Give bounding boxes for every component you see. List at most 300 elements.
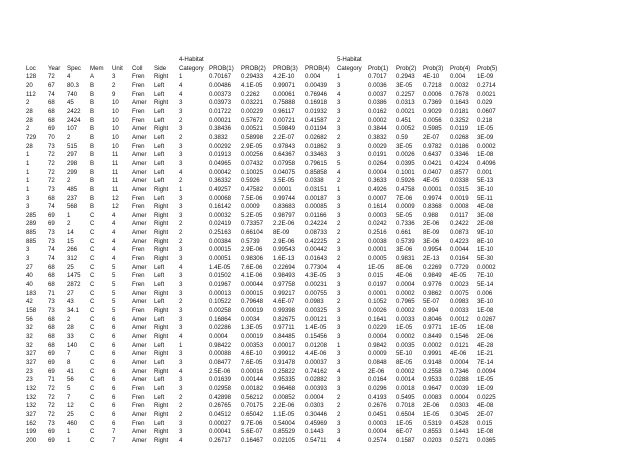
cell-unit: 11 — [112, 177, 119, 185]
cell-prob4-4: 0.00439 — [305, 81, 328, 89]
cell-prob5-1: 0.9842 — [368, 341, 387, 349]
cell-category-5: 4 — [337, 367, 341, 375]
cell-year: 68 — [48, 333, 55, 340]
cell-prob4-3: 2.2E-07 — [273, 133, 295, 141]
cell-prob5-3: 0.2269 — [423, 263, 442, 271]
cell-category-4: 3 — [179, 281, 183, 289]
cell-side: Left — [154, 384, 165, 392]
cell-category-5: 1 — [337, 185, 341, 193]
cell-prob5-2: 5E-05 — [396, 211, 413, 219]
cell-mem: B — [90, 125, 95, 133]
cell-prob5-1: 0.0242 — [368, 220, 387, 228]
cell-prob5-5: 4E-08 — [477, 203, 494, 211]
cell-category-4: 3 — [179, 350, 183, 358]
cell-year: 72 — [48, 159, 55, 167]
cell-prob5-3: 4E-10 — [423, 73, 440, 81]
cell-prob4-3: 4.6E-07 — [273, 298, 295, 306]
cell-category-5: 2 — [337, 410, 341, 418]
cell-prob4-3: 3.5E-05 — [273, 177, 295, 185]
table-row — [26, 402, 504, 411]
cell-year: 69 — [48, 220, 55, 228]
table-row — [26, 376, 504, 385]
cell-mem: B — [90, 177, 95, 185]
table-row — [26, 143, 504, 152]
cell-side: Left — [154, 177, 165, 185]
header-prob5-5: Prob(5) — [477, 64, 498, 72]
table-row — [26, 368, 504, 377]
cell-prob5-1: 0.0004 — [368, 333, 387, 340]
cell-prob4-3: 0.00852 — [273, 393, 296, 401]
cell-prob5-1: 0.0036 — [368, 81, 387, 89]
cell-prob5-4: 0.0044 — [450, 246, 469, 254]
cell-side: Left — [154, 272, 165, 280]
cell-prob5-5: 4E-28 — [477, 341, 494, 349]
header-side: Side — [154, 64, 167, 72]
header-loc: Loc — [26, 64, 36, 72]
cell-prob5-5: 0.0267 — [477, 315, 496, 323]
header-year: Year — [48, 64, 61, 72]
cell-year: 68 — [48, 99, 55, 107]
cell-prob4-4: 0.1443 — [305, 428, 324, 436]
cell-prob5-3: 0.0421 — [423, 159, 442, 167]
table-row — [26, 307, 504, 316]
cell-prob4-4: 0.004 — [305, 73, 321, 81]
cell-side: Right — [154, 125, 169, 133]
cell-mem: B — [90, 81, 95, 89]
table-row — [26, 290, 504, 299]
cell-loc: 20 — [26, 81, 33, 89]
cell-mem: B — [90, 116, 95, 124]
table-row — [26, 203, 504, 212]
cell-category-5: 3 — [337, 384, 341, 392]
cell-side: Left — [154, 142, 165, 150]
cell-coll: Fren — [132, 107, 145, 115]
cell-mem: C — [90, 436, 95, 444]
cell-category-5: 3 — [337, 99, 341, 107]
cell-spec: 45 — [67, 99, 74, 107]
cell-prob4-3: 0.00721 — [273, 116, 296, 124]
cell-year: 72 — [48, 168, 55, 176]
cell-coll: Amer — [132, 159, 147, 167]
header-top-prob5-4 — [450, 56, 477, 65]
cell-prob4-2: 0.65042 — [241, 410, 264, 418]
cell-loc: 23 — [26, 367, 33, 375]
cell-prob4-3: 0.99744 — [273, 194, 296, 202]
cell-category-5: 3 — [337, 125, 341, 133]
cell-spec: 28 — [67, 324, 74, 332]
cell-prob4-2: 7.5E-06 — [241, 194, 263, 202]
cell-unit: 10 — [112, 125, 119, 133]
cell-prob5-5: 1E-09 — [477, 384, 494, 392]
cell-unit: 6 — [112, 402, 116, 410]
cell-unit: 6 — [112, 350, 116, 358]
cell-prob5-2: 0.0004 — [396, 281, 415, 289]
cell-coll: Fren — [132, 203, 145, 211]
cell-spec: 298 — [67, 159, 78, 167]
cell-side: Right — [154, 428, 169, 436]
cell-prob5-4: 0.0338 — [450, 177, 469, 185]
cell-prob4-1: 0.00292 — [209, 142, 232, 150]
cell-prob4-4: 0.00231 — [305, 281, 328, 289]
cell-prob5-4: 0.7678 — [450, 90, 469, 98]
table-row — [26, 281, 504, 290]
cell-prob4-3: 0.96468 — [273, 384, 296, 392]
cell-side: Left — [154, 281, 165, 289]
cell-prob4-2: 4.1E-06 — [241, 272, 263, 280]
table-row — [26, 333, 504, 342]
cell-prob5-2: 1E-05 — [396, 324, 413, 332]
data-sheet — [26, 56, 504, 446]
cell-prob5-5: 3E-09 — [477, 133, 494, 141]
table-row — [26, 117, 504, 126]
cell-prob5-1: 0.3832 — [368, 133, 387, 141]
cell-prob5-1: 0.0037 — [368, 90, 387, 98]
cell-unit: 5 — [112, 281, 116, 289]
cell-side: Left — [154, 194, 165, 202]
cell-prob5-3: 0.0002 — [423, 341, 442, 349]
cell-category-5: 3 — [337, 358, 341, 366]
cell-prob5-4: 0.0117 — [450, 211, 469, 219]
cell-prob5-5: 0.0021 — [477, 90, 496, 98]
cell-year: 69 — [48, 436, 55, 444]
cell-prob4-3: 0.97711 — [273, 324, 295, 332]
cell-coll: Fren — [132, 246, 145, 254]
cell-prob4-3: 2.2E-06 — [273, 220, 295, 228]
cell-side: Right — [154, 307, 169, 315]
cell-loc: 158 — [26, 307, 37, 315]
cell-coll: Fren — [132, 116, 145, 124]
header-row-top — [26, 56, 504, 65]
cell-prob5-1: 0.0029 — [368, 142, 387, 150]
cell-coll: Amer — [132, 220, 147, 228]
cell-year: 68 — [48, 194, 55, 202]
cell-prob5-1: 0.1052 — [368, 298, 387, 306]
cell-category-5: 3 — [337, 203, 341, 211]
cell-prob4-1: 1.4E-05 — [209, 263, 231, 271]
cell-mem: C — [90, 255, 95, 263]
cell-side: Right — [154, 237, 169, 245]
cell-category-4: 3 — [179, 428, 183, 436]
header-top-prob5-1 — [368, 56, 396, 65]
cell-prob5-5: 0.0225 — [477, 393, 496, 401]
cell-prob4-1: 0.01913 — [209, 151, 232, 159]
cell-loc: 27 — [26, 263, 33, 271]
cell-prob5-4: 0.1546 — [450, 333, 469, 340]
cell-prob5-3: 8E-09 — [423, 229, 440, 237]
cell-prob4-4: 0.85858 — [305, 168, 328, 176]
cell-loc: 28 — [26, 142, 33, 150]
cell-unit: 5 — [112, 298, 116, 306]
cell-prob5-1: 0.0038 — [368, 237, 387, 245]
cell-category-4: 3 — [179, 419, 183, 427]
cell-category-5: 2 — [337, 402, 341, 410]
cell-category-5: 4 — [337, 168, 341, 176]
cell-prob4-4: 0.77304 — [305, 263, 328, 271]
cell-coll: Amer — [132, 367, 147, 375]
cell-prob4-2: 0.5926 — [241, 177, 260, 185]
cell-prob4-2: 0.29433 — [241, 73, 264, 81]
cell-prob4-1: 0.00021 — [209, 116, 232, 124]
cell-prob5-4: 0.0288 — [450, 376, 469, 384]
cell-prob4-1: 0.02286 — [209, 324, 232, 332]
cell-prob4-3: 0.98493 — [273, 272, 296, 280]
cell-prob5-3: 0.5319 — [423, 419, 442, 427]
cell-prob5-4: 0.5271 — [450, 436, 469, 444]
table-row — [26, 385, 504, 394]
table-row — [26, 91, 504, 100]
cell-prob4-2: 0.2262 — [241, 90, 260, 98]
cell-year: 74 — [48, 203, 55, 211]
cell-category-5: 3 — [337, 307, 341, 315]
cell-mem: C — [90, 367, 95, 375]
cell-category-5: 3 — [337, 211, 341, 219]
cell-prob5-5: 2E-07 — [477, 410, 494, 418]
cell-prob5-4: 0.4528 — [450, 419, 469, 427]
cell-prob4-1: 0.10522 — [209, 298, 232, 306]
cell-prob4-1: 0.16864 — [209, 315, 232, 323]
cell-year: 74 — [48, 255, 55, 263]
header-category-5: Category — [337, 64, 362, 72]
cell-prob5-5: 5E-11 — [477, 194, 493, 202]
cell-prob4-4: 0.54711 — [305, 436, 327, 444]
cell-prob5-5: 0.0002 — [477, 142, 496, 150]
cell-prob5-2: 8E-05 — [396, 358, 413, 366]
cell-prob4-1: 0.38436 — [209, 125, 232, 133]
cell-category-4: 3 — [179, 246, 183, 254]
cell-prob5-4: 0.0873 — [450, 229, 469, 237]
cell-prob4-3: 2.2E-06 — [273, 402, 295, 410]
cell-prob5-3: 0.9533 — [423, 376, 442, 384]
cell-mem: C — [90, 211, 95, 219]
cell-unit: 6 — [112, 376, 116, 384]
cell-prob4-2: 1.3E-05 — [241, 324, 263, 332]
cell-spec: 1 — [67, 211, 71, 219]
cell-coll: Amer — [132, 177, 147, 185]
table-row — [26, 298, 504, 307]
cell-prob4-1: 0.04512 — [209, 410, 232, 418]
cell-coll: Fren — [132, 402, 145, 410]
cell-prob5-4: 0.0119 — [450, 125, 469, 133]
cell-prob4-2: 0.00019 — [241, 307, 264, 315]
cell-prob5-1: 0.0229 — [368, 324, 387, 332]
cell-prob4-3: 0.99217 — [273, 289, 296, 297]
cell-prob4-1: 0.0004 — [209, 333, 228, 340]
cell-year: 73 — [48, 142, 55, 150]
cell-mem: C — [90, 229, 95, 237]
cell-category-5: 3 — [337, 428, 341, 436]
table-row — [26, 220, 504, 229]
cell-prob5-2: 0.0002 — [396, 289, 415, 297]
cell-coll: Fren — [132, 142, 145, 150]
cell-prob4-4: 0.74162 — [305, 367, 328, 375]
header-top-prob5-2 — [396, 56, 423, 65]
cell-prob5-4: 0.1443 — [450, 428, 469, 436]
cell-prob5-1: 0.4926 — [368, 185, 387, 193]
cell-prob5-1: 0.2676 — [368, 402, 387, 410]
cell-prob5-3: 0.994 — [423, 307, 439, 315]
cell-spec: 297 — [67, 151, 78, 159]
cell-category-4: 1 — [179, 185, 183, 193]
cell-prob5-1: 0.0003 — [368, 211, 387, 219]
cell-prob5-5: 0.0002 — [477, 263, 496, 271]
cell-prob5-5: 0.0607 — [477, 107, 496, 115]
cell-side: Left — [154, 168, 165, 176]
cell-coll: Amer — [132, 410, 147, 418]
cell-loc: 32 — [26, 324, 33, 332]
cell-mem: C — [90, 307, 95, 315]
cell-unit: 11 — [112, 151, 119, 159]
cell-year: 69 — [48, 367, 55, 375]
cell-unit: 2 — [112, 81, 116, 89]
cell-prob5-5: 3E-10 — [477, 298, 494, 306]
cell-category-4: 2 — [179, 393, 183, 401]
cell-prob4-3: 0.54004 — [273, 419, 296, 427]
cell-prob5-2: 0.0021 — [396, 107, 415, 115]
cell-prob4-1: 0.26717 — [209, 436, 232, 444]
cell-prob5-2: 0.5739 — [396, 237, 415, 245]
cell-loc: 32 — [26, 341, 33, 349]
cell-loc: 1 — [26, 168, 30, 176]
cell-prob4-3: 0.07958 — [273, 159, 296, 167]
cell-prob4-2: 0.5739 — [241, 237, 260, 245]
cell-loc: 132 — [26, 393, 37, 401]
cell-side: Right — [154, 73, 169, 81]
table-header — [26, 56, 504, 73]
cell-category-5: 3 — [337, 376, 341, 384]
cell-category-4: 4 — [179, 168, 183, 176]
table-row — [26, 437, 504, 446]
cell-category-4: 3 — [179, 125, 183, 133]
cell-year: 73 — [48, 185, 55, 193]
cell-prob4-1: 0.00041 — [209, 428, 232, 436]
cell-year: 71 — [48, 376, 55, 384]
cell-prob5-4: 0.3346 — [450, 151, 469, 159]
cell-spec: 14 — [67, 229, 74, 237]
cell-loc: 327 — [26, 350, 37, 358]
header-prob5-1: Prob(1) — [368, 64, 389, 72]
cell-prob4-4: 0.79615 — [305, 159, 328, 167]
cell-prob5-4: 0.7729 — [450, 263, 469, 271]
cell-mem: C — [90, 272, 95, 280]
cell-prob5-4: 0.0121 — [450, 341, 469, 349]
cell-prob5-5: 2E-06 — [477, 333, 494, 340]
cell-prob4-3: 0.99398 — [273, 307, 296, 315]
cell-prob5-2: 0.0002 — [396, 367, 415, 375]
cell-prob5-4: 0.2422 — [450, 220, 469, 228]
cell-prob5-4: 0.0012 — [450, 315, 469, 323]
cell-category-4: 4 — [179, 90, 183, 98]
cell-unit: 5 — [112, 263, 116, 271]
cell-prob5-2: 0.0313 — [396, 99, 415, 107]
cell-prob5-2: 3E-05 — [396, 81, 413, 89]
cell-category-4: 3 — [179, 307, 183, 315]
cell-mem: C — [90, 341, 95, 349]
cell-year: 67 — [48, 81, 55, 89]
cell-prob5-5: 7E-14 — [477, 358, 494, 366]
cell-coll: Amer — [132, 341, 147, 349]
cell-prob5-5: 1E-08 — [477, 324, 494, 332]
cell-prob4-1: 0.70167 — [209, 73, 232, 81]
table-row — [26, 108, 504, 117]
cell-side: Right — [154, 99, 169, 107]
header-top-year — [48, 56, 67, 65]
cell-year: 68 — [48, 281, 55, 289]
cell-prob4-2: 0.00182 — [241, 384, 264, 392]
cell-side: Right — [154, 246, 169, 254]
cell-prob5-5: 1E-08 — [477, 151, 494, 159]
table-row — [26, 82, 504, 91]
cell-prob4-3: 0.97843 — [273, 142, 296, 150]
cell-category-4: 3 — [179, 255, 183, 263]
cell-category-5: 3 — [337, 246, 341, 254]
cell-category-4: 3 — [179, 289, 183, 297]
cell-prob5-5: 0.0094 — [477, 367, 496, 375]
cell-prob4-4: 0.01166 — [305, 211, 327, 219]
header-prob5-4: Prob(4) — [450, 64, 471, 72]
cell-spec: 2424 — [67, 116, 81, 124]
cell-category-4: 2 — [179, 220, 183, 228]
cell-coll: Fren — [132, 73, 145, 81]
cell-loc: 1 — [26, 151, 30, 159]
cell-category-5: 2 — [337, 116, 341, 124]
cell-mem: C — [90, 315, 95, 323]
cell-prob5-3: 2E-13 — [423, 255, 440, 263]
cell-category-4: 3 — [179, 384, 183, 392]
cell-prob5-1: 1E-05 — [368, 263, 385, 271]
cell-loc: 1 — [26, 177, 30, 185]
cell-prob5-2: 1E-05 — [396, 419, 413, 427]
cell-spec: 460 — [67, 419, 78, 427]
cell-prob5-3: 0.9849 — [423, 272, 442, 280]
cell-year: 69 — [48, 211, 55, 219]
cell-unit: 10 — [112, 116, 119, 124]
cell-year: 74 — [48, 90, 55, 98]
header-spec: Spec — [67, 64, 81, 72]
cell-prob5-4: 0.0039 — [450, 384, 469, 392]
cell-category-5: 2 — [337, 177, 341, 185]
cell-prob4-2: 7.6E-06 — [241, 263, 263, 271]
cell-mem: B — [90, 133, 95, 141]
cell-year: 69 — [48, 350, 55, 358]
cell-mem: B — [90, 168, 95, 176]
cell-prob4-4: 0.00442 — [305, 246, 328, 254]
cell-prob5-1: 0.0191 — [368, 151, 387, 159]
cell-prob5-4: 0.0181 — [450, 107, 469, 115]
cell-prob4-3: 8E-09 — [273, 229, 290, 237]
cell-category-4: 2 — [179, 237, 183, 245]
cell-prob5-2: 0.0018 — [396, 384, 415, 392]
cell-prob4-3: 0.75888 — [273, 99, 296, 107]
cell-prob5-4: 0.0019 — [450, 194, 469, 202]
cell-prob5-2: 0.0395 — [396, 159, 415, 167]
cell-side: Right — [154, 410, 169, 418]
cell-mem: B — [90, 194, 95, 202]
cell-loc: 23 — [26, 376, 33, 384]
cell-spec: 237 — [67, 194, 78, 202]
cell-coll: Fren — [132, 194, 145, 202]
cell-year: 71 — [48, 289, 55, 297]
cell-prob4-4: 0.30446 — [305, 410, 328, 418]
header-top-prob4-2 — [241, 56, 273, 65]
cell-prob5-3: 0.9782 — [423, 142, 442, 150]
cell-prob5-3: 0.9862 — [423, 289, 442, 297]
cell-prob5-2: 0.5495 — [396, 393, 415, 401]
cell-category-5: 3 — [337, 333, 341, 340]
cell-mem: C — [90, 281, 95, 289]
cell-prob4-4: 0.01194 — [305, 125, 327, 133]
cell-prob5-1: 0.4193 — [368, 393, 387, 401]
cell-prob4-4: 0.03151 — [305, 185, 328, 193]
